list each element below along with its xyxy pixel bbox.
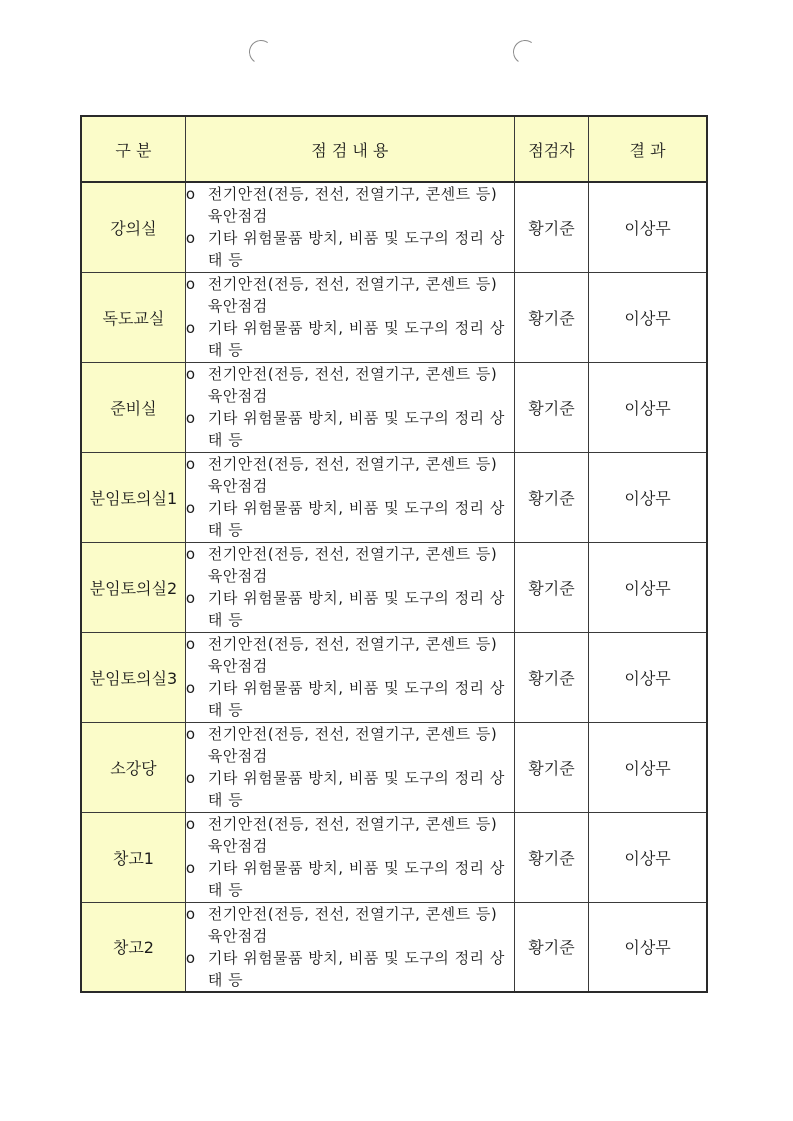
content-cell xyxy=(185,812,514,902)
inspector-name: 황기준 xyxy=(528,488,575,508)
area-label: 분임토의실2 xyxy=(89,578,178,598)
area-label: 창고1 xyxy=(112,848,154,868)
inspector-name: 황기준 xyxy=(528,848,575,868)
header-area: 구 분 xyxy=(81,116,185,182)
check-item-text: 기타 위험물품 방치, 비품 및 도구의 정리 상태 등 xyxy=(207,948,505,989)
result-value: 이상무 xyxy=(624,308,671,328)
content-cell xyxy=(185,902,514,992)
check-item xyxy=(186,767,514,811)
area-label: 준비실 xyxy=(110,398,157,418)
table-row xyxy=(81,722,707,812)
check-item-text: 기타 위험물품 방치, 비품 및 도구의 정리 상태 등 xyxy=(207,679,505,719)
check-item xyxy=(186,273,514,317)
inspector-name: 황기준 xyxy=(528,578,575,598)
inspector-cell xyxy=(514,632,588,722)
inspection-table xyxy=(80,115,708,993)
table-row xyxy=(81,452,707,542)
result-cell xyxy=(589,722,707,812)
check-item xyxy=(186,317,514,361)
check-item-text: 기타 위험물품 방치, 비품 및 도구의 정리 상태 등 xyxy=(207,859,505,899)
check-item-text: 전기안전(전등, 전선, 전열기구, 콘센트 등) 육안점검 xyxy=(207,815,498,855)
check-item xyxy=(186,677,514,721)
inspector-name: 황기준 xyxy=(528,758,575,778)
bullet-icon: o xyxy=(185,679,196,697)
area-cell xyxy=(81,542,185,632)
punch-hole-mark-left xyxy=(247,38,275,66)
area-cell xyxy=(81,362,185,452)
table-row xyxy=(81,632,707,722)
result-cell xyxy=(589,542,707,632)
bullet-icon: o xyxy=(185,769,196,787)
table-row xyxy=(81,812,707,902)
result-value: 이상무 xyxy=(624,848,671,868)
area-label: 소강당 xyxy=(110,758,157,778)
check-item xyxy=(186,813,514,857)
bullet-icon: o xyxy=(185,948,196,967)
check-item xyxy=(186,903,514,947)
check-item xyxy=(186,183,514,227)
bullet-icon: o xyxy=(185,904,196,923)
result-cell xyxy=(589,902,707,992)
check-item xyxy=(186,947,514,991)
check-item-text: 전기안전(전등, 전선, 전열기구, 콘센트 등) 육안점검 xyxy=(207,545,498,585)
area-cell xyxy=(81,722,185,812)
inspector-cell xyxy=(514,902,588,992)
check-item-text: 전기안전(전등, 전선, 전열기구, 콘센트 등) 육안점검 xyxy=(207,275,498,315)
check-item xyxy=(186,453,514,497)
table-row xyxy=(81,362,707,452)
bullet-icon: o xyxy=(185,545,196,563)
check-item xyxy=(186,363,514,407)
inspector-name: 황기준 xyxy=(528,668,575,688)
check-item-text: 기타 위험물품 방치, 비품 및 도구의 정리 상태 등 xyxy=(207,409,505,449)
bullet-icon: o xyxy=(185,815,196,833)
result-cell xyxy=(589,272,707,362)
check-item-text: 기타 위험물품 방치, 비품 및 도구의 정리 상태 등 xyxy=(207,589,505,629)
result-value: 이상무 xyxy=(624,938,671,958)
bullet-icon: o xyxy=(185,409,196,427)
check-item xyxy=(186,857,514,901)
content-cell xyxy=(185,632,514,722)
check-item-text: 전기안전(전등, 전선, 전열기구, 콘센트 등) 육안점검 xyxy=(207,904,498,945)
bullet-icon: o xyxy=(185,859,196,877)
bullet-icon: o xyxy=(185,185,196,204)
check-item-text: 전기안전(전등, 전선, 전열기구, 콘센트 등) 육안점검 xyxy=(207,185,498,226)
inspector-cell xyxy=(514,542,588,632)
result-value: 이상무 xyxy=(624,488,671,508)
content-cell xyxy=(185,272,514,362)
area-cell xyxy=(81,902,185,992)
check-item-text: 기타 위험물품 방치, 비품 및 도구의 정리 상태 등 xyxy=(207,229,505,270)
bullet-icon: o xyxy=(185,275,196,293)
check-item xyxy=(186,497,514,541)
check-item-text: 전기안전(전등, 전선, 전열기구, 콘센트 등) 육안점검 xyxy=(207,365,498,405)
bullet-icon: o xyxy=(185,229,196,248)
bullet-icon: o xyxy=(185,319,196,337)
result-cell xyxy=(589,182,707,272)
table-row xyxy=(81,902,707,992)
check-item xyxy=(186,633,514,677)
header-result: 결 과 xyxy=(589,116,707,182)
result-value: 이상무 xyxy=(624,218,671,238)
inspector-name: 황기준 xyxy=(528,308,575,328)
area-cell xyxy=(81,632,185,722)
table-row xyxy=(81,542,707,632)
area-cell xyxy=(81,452,185,542)
bullet-icon: o xyxy=(185,365,196,383)
result-cell xyxy=(589,632,707,722)
bullet-icon: o xyxy=(185,589,196,607)
inspector-name: 황기준 xyxy=(528,938,575,958)
header-row xyxy=(81,116,707,182)
content-cell xyxy=(185,182,514,272)
content-cell xyxy=(185,362,514,452)
check-item xyxy=(186,723,514,767)
area-cell xyxy=(81,272,185,362)
check-item-text: 기타 위험물품 방치, 비품 및 도구의 정리 상태 등 xyxy=(207,769,505,809)
inspector-cell xyxy=(514,362,588,452)
check-item-text: 기타 위험물품 방치, 비품 및 도구의 정리 상태 등 xyxy=(207,499,505,539)
area-label: 분임토의실1 xyxy=(89,488,178,508)
area-label: 강의실 xyxy=(110,218,157,238)
inspector-cell xyxy=(514,722,588,812)
result-cell xyxy=(589,452,707,542)
check-item-text: 기타 위험물품 방치, 비품 및 도구의 정리 상태 등 xyxy=(207,319,505,359)
table-row xyxy=(81,182,707,272)
result-cell xyxy=(589,362,707,452)
area-label: 창고2 xyxy=(112,938,154,958)
header-inspector: 점검자 xyxy=(514,116,588,182)
area-cell xyxy=(81,182,185,272)
result-value: 이상무 xyxy=(624,668,671,688)
result-cell xyxy=(589,812,707,902)
check-item xyxy=(186,227,514,271)
content-cell xyxy=(185,722,514,812)
header-content: 점 검 내 용 xyxy=(185,116,514,182)
bullet-icon: o xyxy=(185,455,196,473)
inspector-cell xyxy=(514,182,588,272)
check-item xyxy=(186,543,514,587)
area-label: 분임토의실3 xyxy=(89,668,178,688)
inspector-cell xyxy=(514,452,588,542)
bullet-icon: o xyxy=(185,635,196,653)
check-item xyxy=(186,407,514,451)
bullet-icon: o xyxy=(185,725,196,743)
result-value: 이상무 xyxy=(624,578,671,598)
inspector-name: 황기준 xyxy=(528,398,575,418)
result-value: 이상무 xyxy=(624,398,671,418)
bullet-icon: o xyxy=(185,499,196,517)
check-item-text: 전기안전(전등, 전선, 전열기구, 콘센트 등) 육안점검 xyxy=(207,725,498,765)
area-cell xyxy=(81,812,185,902)
check-item xyxy=(186,587,514,631)
content-cell xyxy=(185,452,514,542)
inspector-name: 황기준 xyxy=(528,218,575,238)
punch-hole-mark-right xyxy=(511,38,539,66)
check-item-text: 전기안전(전등, 전선, 전열기구, 콘센트 등) 육안점검 xyxy=(207,635,498,675)
inspector-cell xyxy=(514,272,588,362)
content-cell xyxy=(185,542,514,632)
result-value: 이상무 xyxy=(624,758,671,778)
inspector-cell xyxy=(514,812,588,902)
area-label: 독도교실 xyxy=(102,308,165,328)
table-row xyxy=(81,272,707,362)
check-item-text: 전기안전(전등, 전선, 전열기구, 콘센트 등) 육안점검 xyxy=(207,455,498,495)
